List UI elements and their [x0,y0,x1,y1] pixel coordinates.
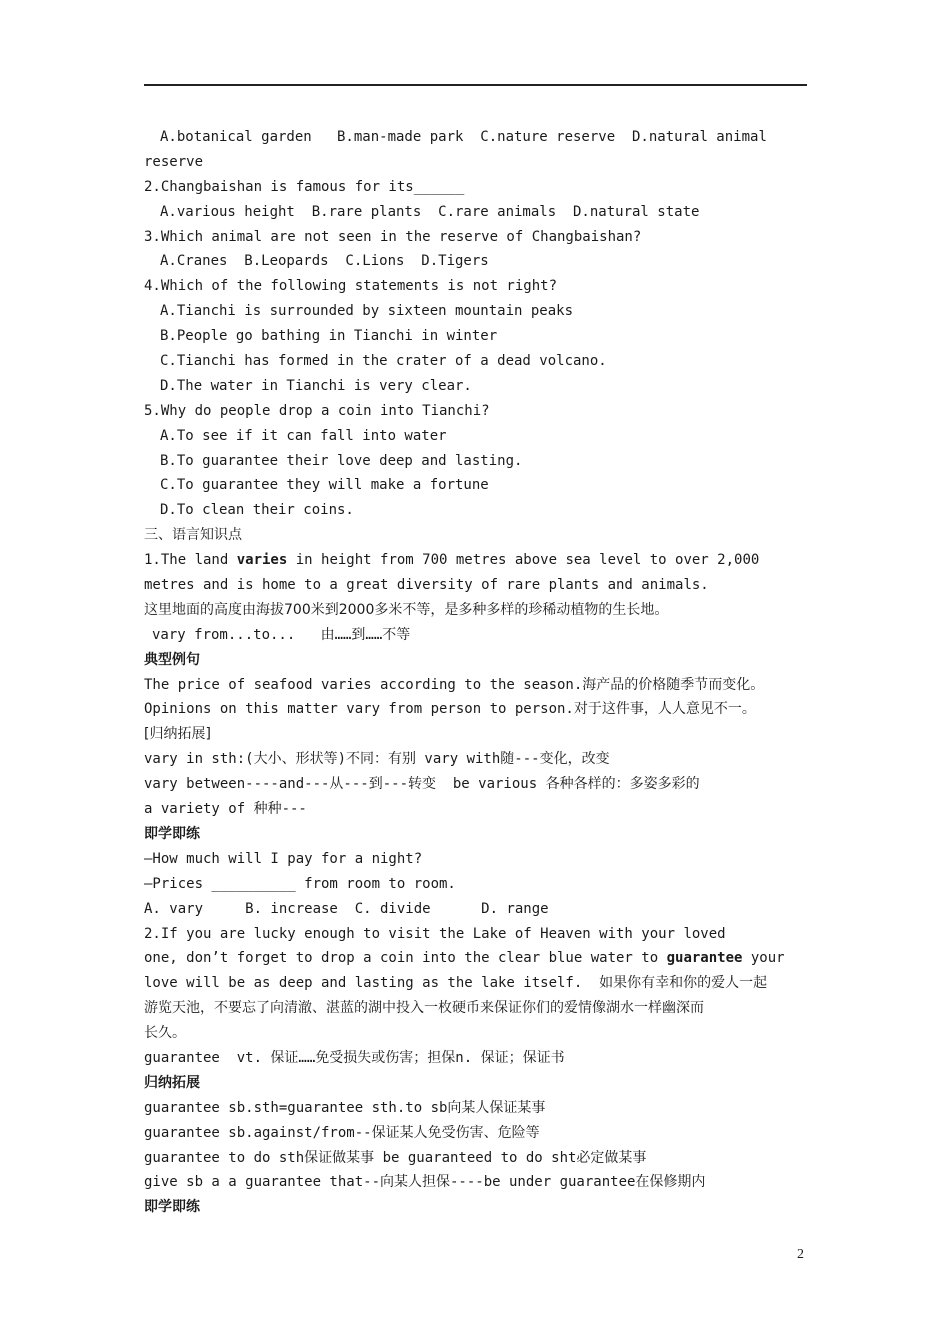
section-heading: 三、语言知识点 [144,527,242,544]
expand-1: vary in sth:(大小、形状等)不同：有别 vary with随---变化，改变 [144,751,610,768]
point2-post: your [742,950,785,967]
guarantee-definition: guarantee vt. 保证……免受损失或伤害；担保n. 保证；保证书 [144,1049,565,1066]
point2-line3: love will be as deep and lasting as the lake itself. 如果你有幸和你的爱人一起 [144,975,768,992]
q5-option-a: A.To see if it can fall into water [160,427,447,444]
document-body [144,125,807,1220]
keyword-guarantee: guarantee [666,950,743,967]
guarantee-usage-4: give sb a a guarantee that--向某人担保----be under guarantee在保修期内 [144,1174,706,1191]
point2-pre: one, don’t forget to drop a coin into the clear blue water to [144,950,667,967]
q4-option-b: B.People go bathing in Tianchi in winter [160,328,498,345]
examples-heading: 典型例句 [144,651,200,668]
keyword-varies: varies [236,552,288,569]
point1-post: in height from 700 metres above sea level to over 2,000 [287,552,760,569]
expand-heading-1: [归纳拓展] [144,726,211,743]
q3-options: A.Cranes B.Leopards C.Lions D.Tigers [160,253,489,270]
expand-heading-2: 归纳拓展 [144,1074,200,1091]
example-1: The price of seafood varies according to the season.海产品的价格随季节而变化。 [144,676,765,693]
guarantee-usage-1: guarantee sb.sth=guarantee sth.to sb向某人保证某事 [144,1099,546,1116]
header-rule [144,84,807,86]
practice1-question: —How much will I pay for a night? [144,850,423,867]
point2-line4: 游览天池，不要忘了向清澈、湛蓝的湖中投入一枚硬币来保证你们的爱情像湖水一样幽深而 [144,1000,704,1017]
expand-3: a variety of 种种--- [144,801,307,818]
question-4: 4.Which of the following statements is not right? [144,278,558,295]
expand-2: vary between----and---从---到---转变 be various 各种各样的：多姿多彩的 [144,776,700,793]
q4-option-a: A.Tianchi is surrounded by sixteen mountain peaks [160,303,574,320]
question-5: 5.Why do people drop a coin into Tianchi? [144,402,490,419]
guarantee-usage-2: guarantee sb.against/from--保证某人免受伤害、危险等 [144,1124,540,1141]
practice1-options: A. vary B. increase C. divide D. range [144,900,549,917]
q5-option-b: B.To guarantee their love deep and lasting. [160,452,523,469]
example-2: Opinions on this matter vary from person to person.对于这件事，人人意见不一。 [144,701,756,718]
point1-translation: 这里地面的高度由海拔700米到2000多米不等，是多种多样的珍稀动植物的生长地。 [144,601,669,618]
practice-heading-1: 即学即练 [144,825,200,842]
point1-pre: 1.The land [144,552,237,569]
point1-sentence-line1 [144,548,807,573]
page-number: 2 [797,1247,804,1262]
point2-line2 [144,946,807,971]
practice-heading-2: 即学即练 [144,1199,200,1216]
question-2: 2.Changbaishan is famous for its______ [144,178,465,195]
q5-option-c: C.To guarantee they will make a fortune [160,477,489,494]
practice1-answer: —Prices __________ from room to room. [144,875,456,892]
q2-options: A.various height B.rare plants C.rare animals D.natural state [160,203,700,220]
point1-sentence-line2: metres and is home to a great diversity of rare plants and animals. [144,577,709,594]
q4-option-d: D.The water in Tianchi is very clear. [160,377,472,394]
guarantee-usage-3: guarantee to do sth保证做某事 be guaranteed to do sht必定做某事 [144,1149,647,1166]
question-3: 3.Which animal are not seen in the reserve of Changbaishan? [144,228,642,245]
q1-options-line1: A.botanical garden B.man-made park C.nature reserve D.natural animal [160,129,767,145]
q5-option-d: D.To clean their coins. [160,502,354,519]
point2-line5: 长久。 [144,1025,186,1042]
point2-line1: 2.If you are lucky enough to visit the Lake of Heaven with your loved [144,925,726,942]
q1-options-line2: reserve [144,153,204,170]
q4-option-c: C.Tianchi has formed in the crater of a dead volcano. [160,353,607,370]
vary-phrase: vary from...to... 由……到……不等 [152,626,411,643]
